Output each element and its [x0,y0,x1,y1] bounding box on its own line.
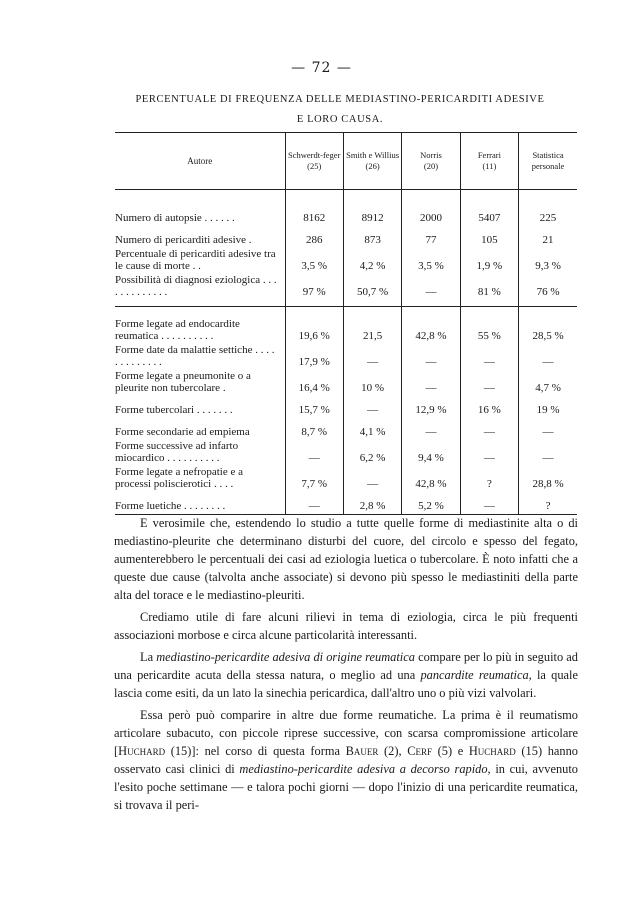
cell: 55 % [460,307,518,343]
table-row [115,342,577,368]
cell: — [402,368,460,394]
table-row [115,368,577,394]
cell: 8,7 % [285,416,343,438]
header-statistica-personale: Statistica personale [519,133,577,190]
cell: 105 [460,224,518,246]
table-header-row [115,133,577,190]
header-ferrari: Ferrari (11) [460,133,518,190]
table-row [115,190,577,225]
table-title-line-1: PERCENTUALE DI FREQUENZA DELLE MEDIASTINO-PERICARDITI ADESIVE [135,94,545,105]
cell: — [460,368,518,394]
cell: 28,5 % [519,307,577,343]
cell: 4,1 % [343,416,401,438]
paragraph: Essa però può comparire in altre due forme reumatiche. La prima è il reumatismo articolare subacuto, con piccole riprese successive, con scarsa compromissione articolare [Huchard (15)]: nel corso di questa forma Bauer (2), Cerf (5) e Huchard (15) hanno osservato casi clinici di mediastino-pericardite adesiva a decorso rapido, in cui, avvenuto l'esito poche settimane — e talora pochi giorni — dopo l'inizio di una pericardite reumatica, si trovava il peri- [114,708,578,812]
cell: — [460,438,518,464]
table-title [110,90,570,130]
page-number: — 72 — [291,60,352,76]
row-label: Forme legate a nefropatie e a processi poliscierotici . . . . [115,466,243,490]
cell: 21,5 [343,307,401,343]
cell: 2,8 % [343,490,401,515]
row-label: Forme luetiche . . . . . . . . [115,490,285,515]
cell: 5407 [460,190,518,225]
cell: 7,7 % [285,464,343,490]
cell: — [460,416,518,438]
cell: — [343,342,401,368]
cell: — [519,416,577,438]
cell: 81 % [460,272,518,307]
cell: — [343,394,401,416]
cell: 42,8 % [402,464,460,490]
cell: ? [460,464,518,490]
row-label: Percentuale di pericarditi adesive tra le cause di morte . . [115,248,276,272]
cell: 873 [343,224,401,246]
cell: 42,8 % [402,307,460,343]
cell: 4,2 % [343,246,401,272]
cell: 77 [402,224,460,246]
cell: — [402,416,460,438]
cell: — [343,464,401,490]
table-row [115,490,577,515]
cell: ? [519,490,577,515]
row-label: Forme legate ad endocardite reumatica . . . . . . . . . . [115,307,285,343]
cell: 2000 [402,190,460,225]
row-label: Possibilità di diagnosi eziologica . . . . . . . . . . . . . [115,274,277,298]
cell: 21 [519,224,577,246]
cell: — [285,490,343,515]
paragraph: E verosimile che, estendendo lo studio a tutte quelle forme di mediastinite alta o di mediastino-pleurite che determinano disturbi del cuore, del circolo e spesso del fegato, aumenterebbero le percentuali dei casi ad eziologia luetica o tubercolare. È noto infatti che a queste due cause (talvolta anche associate) si devono più spesso le mediastiniti della parte alta del torace e le mediastino-pleuriti. [114,516,578,602]
cell: 16 % [460,394,518,416]
cell: — [285,438,343,464]
cell: 5,2 % [402,490,460,515]
cell: 286 [285,224,343,246]
cell: 8162 [285,190,343,225]
cell: — [519,438,577,464]
cell: 3,5 % [285,246,343,272]
cell: 76 % [519,272,577,307]
row-label: Forme tubercolari . . . . . . . [115,404,233,416]
cell: 10 % [343,368,401,394]
table-row [115,246,577,272]
row-label: Forme legate a pneumonite o a pleurite non tubercolare . [115,370,251,394]
header-smith-willius: Smith e Willius (26) [343,133,401,190]
table-row [115,224,577,246]
cell: 15,7 % [285,394,343,416]
cell: — [460,490,518,515]
cell: 4,7 % [519,368,577,394]
cell: 9,3 % [519,246,577,272]
paragraph: Crediamo utile di fare alcuni rilievi in tema di eziologia, circa le più frequenti associazioni morbose e circa alcune particolarità interessanti. [114,610,578,642]
row-label: Forme successive ad infarto miocardico . . . . . . . . . . [115,440,239,464]
table-row [115,464,577,490]
table-row [115,416,577,438]
cell: 9,4 % [402,438,460,464]
cell: 28,8 % [519,464,577,490]
cell: 1,9 % [460,246,518,272]
cell: 19 % [519,394,577,416]
frequency-table [115,132,577,515]
cell: 97 % [285,272,343,307]
cell: 3,5 % [402,246,460,272]
table-row [115,394,577,416]
row-label: Numero di pericarditi adesive . [115,234,252,246]
row-label: Numero di autopsie . . . . . . [115,212,235,224]
table-row [115,307,577,343]
cell: — [519,342,577,368]
cell: — [460,342,518,368]
cell: 16,4 % [285,368,343,394]
table-row [115,438,577,464]
cell: 12,9 % [402,394,460,416]
body-text [114,514,578,814]
header-autore: Autore [115,133,285,190]
header-schwerdtfeger: Schwerdt-feger (25) [285,133,343,190]
cell: — [402,272,460,307]
table-row [115,272,577,307]
row-label: Forme date da malattie settiche . . . . . . . . . . . . . [115,344,275,368]
row-label: Forme secondarie ad empiema [115,426,250,438]
paragraph: La mediastino-pericardite adesiva di origine reumatica compare per lo più in seguito ad una pericardite acuta della stessa natura, o meglio ad una pancardite reumatica, la quale lascia come esiti, da un lato la sinechia pericardica, dall'altro uno o più vizi valvolari. [114,650,578,700]
cell: 8912 [343,190,401,225]
header-norris: Norris (20) [402,133,460,190]
cell: — [402,342,460,368]
cell: 225 [519,190,577,225]
cell: 50,7 % [343,272,401,307]
cell: 19,6 % [285,307,343,343]
table-title-line-2: E LORO CAUSA. [296,114,384,125]
cell: 6,2 % [343,438,401,464]
cell: 17,9 % [285,342,343,368]
